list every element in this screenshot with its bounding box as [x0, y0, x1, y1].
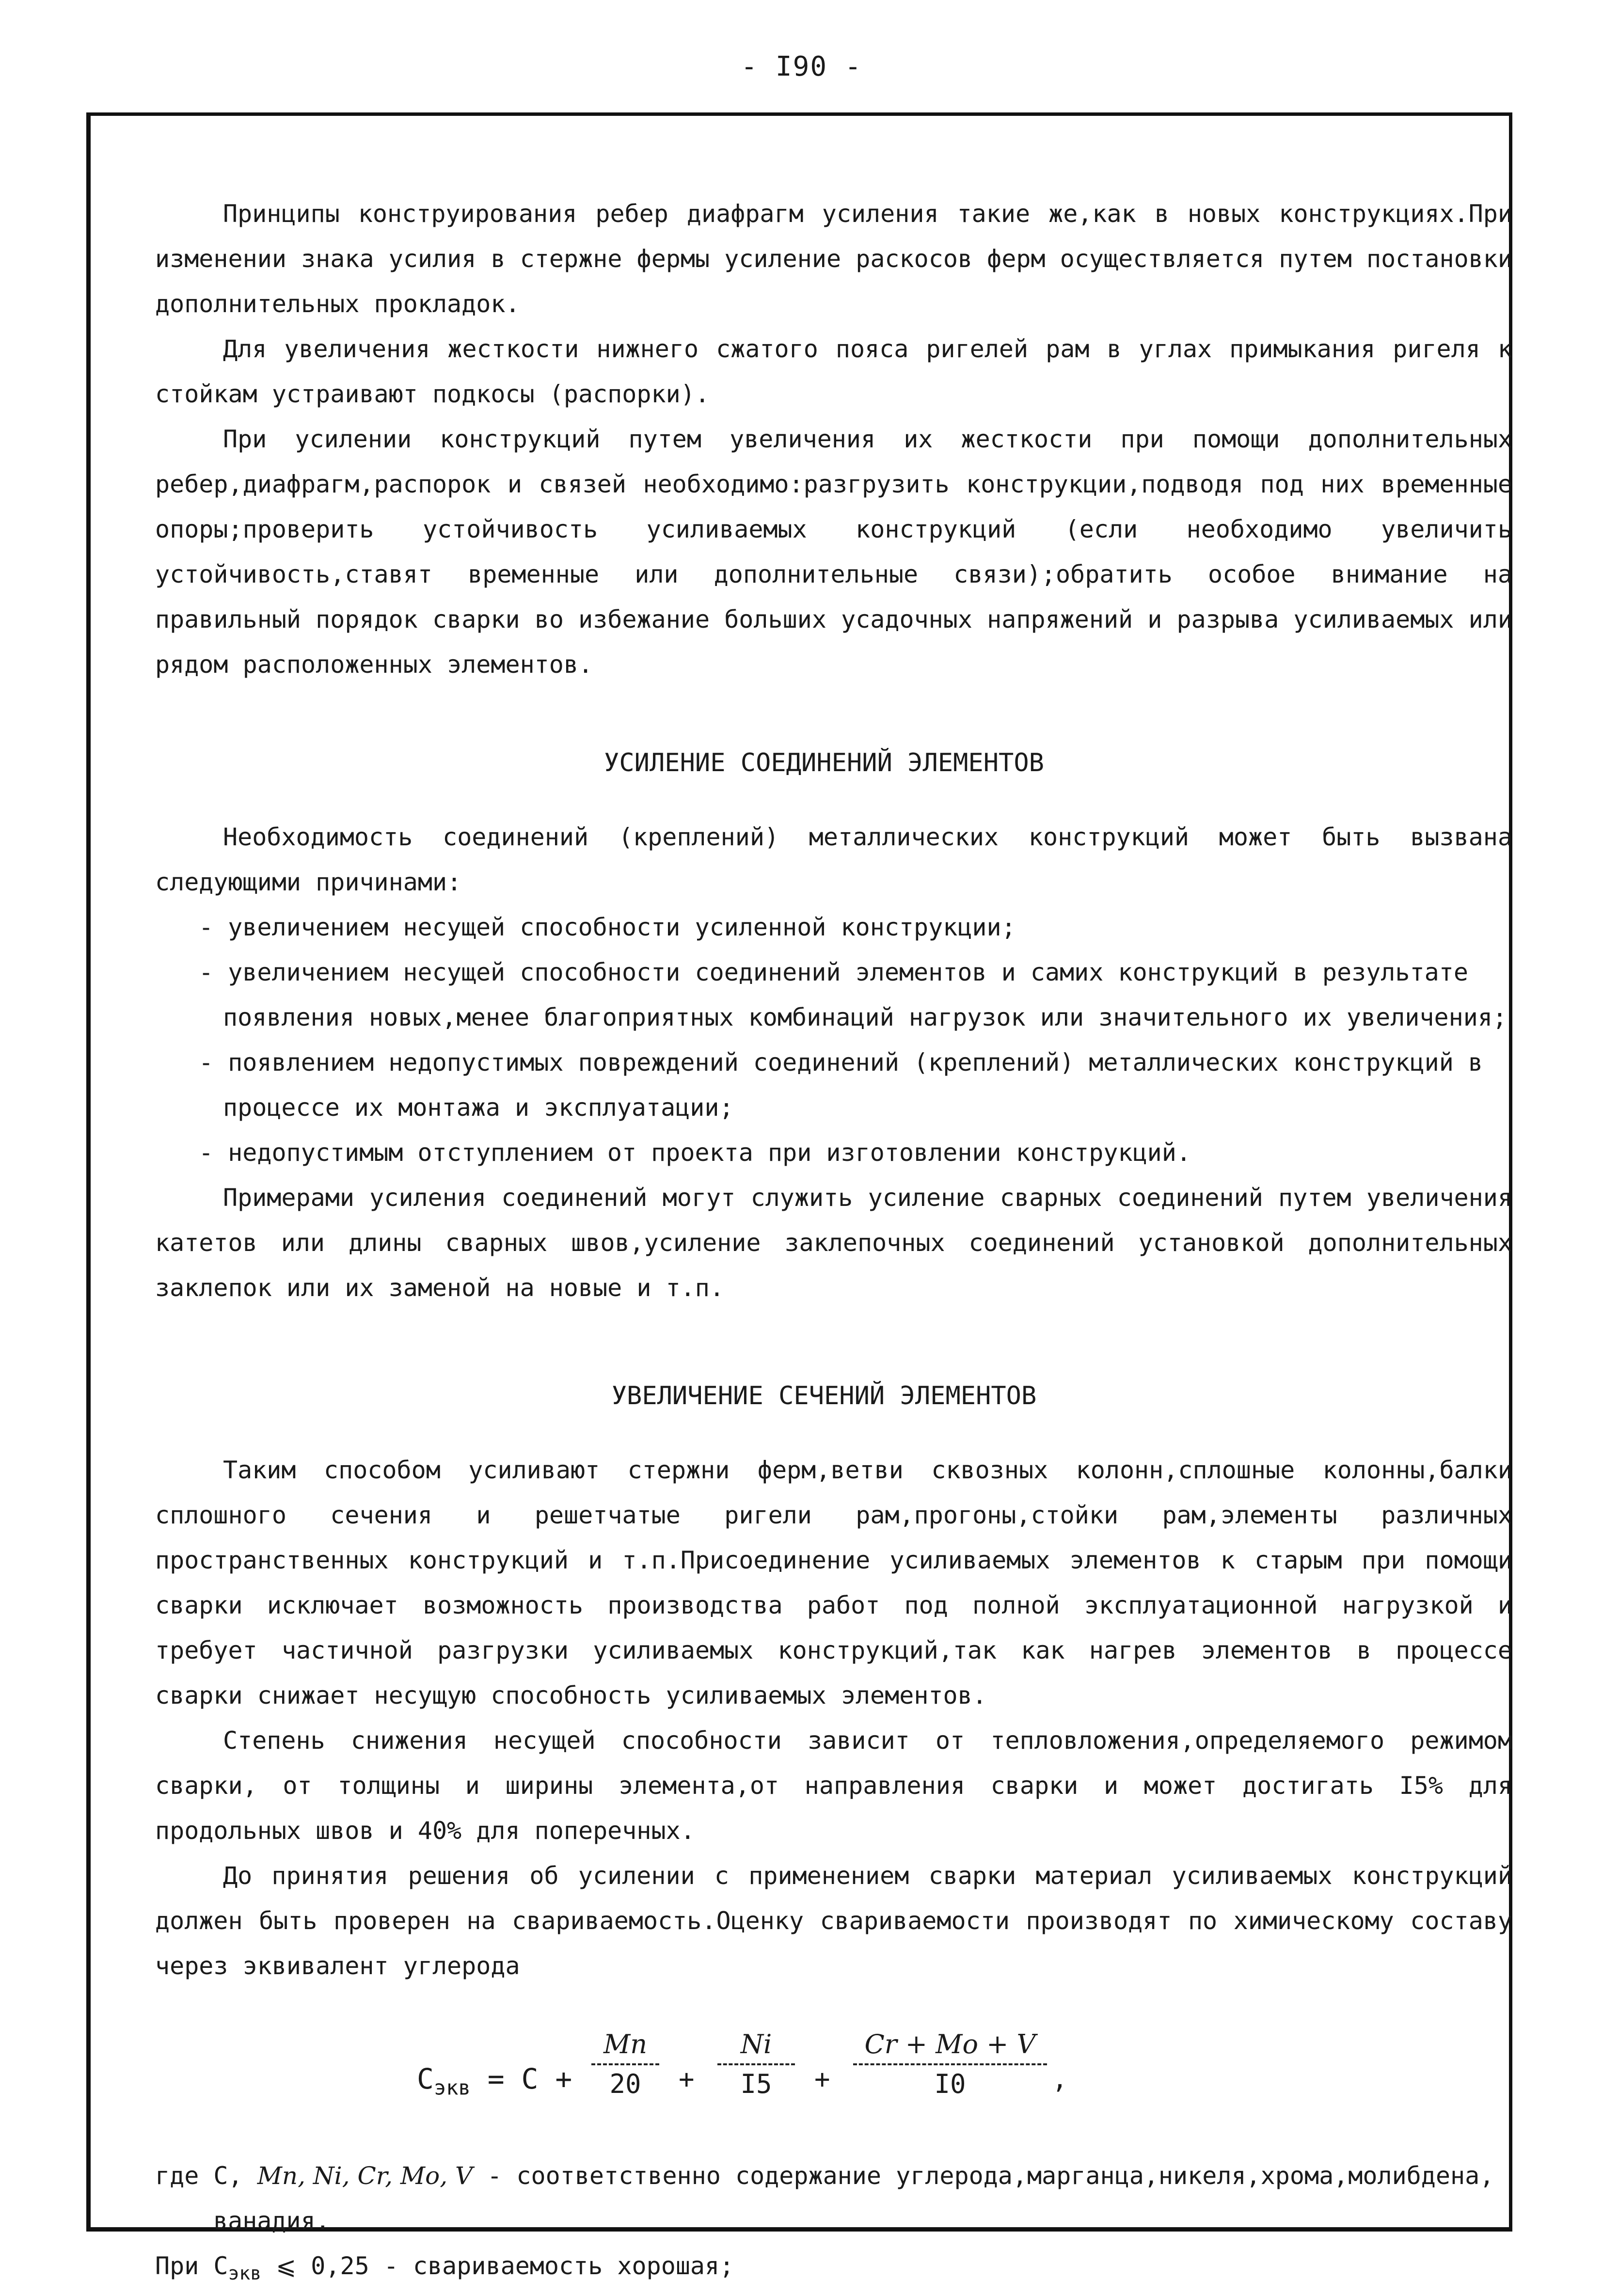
page-number: - I90 -	[741, 51, 862, 82]
section-title-connections: УСИЛЕНИЕ СОЕДИНЕНИЙ ЭЛЕМЕНТОВ	[604, 748, 1044, 777]
list-item: - недопустимым отступлением от проекта при изготовлении конструкций.	[199, 1139, 1191, 1167]
list-item: - появлением недопустимых повреждений соединений (креплений) металлических конструкций в процессе их монтажа и эксплуатации;	[199, 1048, 1483, 1122]
formula-plus: +	[679, 2064, 695, 2094]
paragraph-connections-examples: Примерами усиления соединений могут служить усиление сварных соединений путем увеличения катетов или длины сварных швов,усиление заклепочных соединений установкой дополнительных заклепок или их заменой на новые и т.п.	[155, 1184, 1512, 1302]
formula-variables: Mn, Ni, Cr, Mo, V	[257, 2162, 473, 2190]
list-item: - увеличением несущей способности соединений элементов и самих конструкций в результате появления новых,менее благоприятных комбинаций нагрузок или значительного их увеличения;	[199, 958, 1508, 1031]
carbon-equivalent-formula	[155, 2027, 1512, 2124]
list-item: - увеличением несущей способности усиленной конструкции;	[199, 913, 1016, 941]
formula-legend: где С, Mn, Ni, Cr, Mo, V - соответственно содержание углерода,марганца,никеля,хрома,молибдена,	[155, 2162, 1494, 2190]
paragraph-diaphragm-principles: Принципы конструирования ребер диафрагм усиления такие же,как в новых конструкциях.При изменении знака усилия в стержне фермы усиление раскосов ферм осуществляется путем постановки дополнительных прокладок.	[155, 200, 1512, 318]
formula-term-mn: Mn 20	[591, 2027, 659, 2101]
paragraph-connections-intro: Необходимость соединений (креплений) металлических конструкций может быть вызвана следующими причинами:	[155, 823, 1512, 896]
formula-plus: +	[814, 2064, 830, 2094]
paragraph-reinforced-members: Таким способом усиливают стержни ферм,ветви сквозных колонн,сплошные колонны,балки сплошного сечения и решетчатые ригели рам,прогоны,стойки рам,элементы различных пространственных конструкций и т.п.Присоединение усиливаемых элементов к старым при помощи сварки исключает возможность производства работ под полной эксплуатационной нагрузкой и требует частичной разгрузки усиливаемых конструкций,так как нагрев элементов в процессе сварки снижает несущую способность усиливаемых элементов.	[155, 1456, 1512, 1710]
paragraph-stiffness-braces: Для увеличения жесткости нижнего сжатого пояса ригелей рам в углах примыкания ригеля к стойкам устраивают подкосы (распорки).	[155, 335, 1512, 408]
formula-lhs: $С_{экв} = С$ +	[417, 2062, 572, 2100]
paragraph-capacity-reduction: Степень снижения несущей способности зависит от тепловложения,определяемого режимом сварки, от толщины и ширины элемента,от направления сварки и может достигать I5% для продольных швов и 40% для поперечных.	[155, 1726, 1512, 1845]
weldability-condition: При $С_{экв}$ ⩽ 0,25 - свариваемость хорошая;	[155, 2252, 734, 2284]
formula-term-cr-mo-v: Cr + Mo + V I0	[853, 2027, 1047, 2101]
section-title-sections: УВЕЛИЧЕНИЕ СЕЧЕНИЙ ЭЛЕМЕНТОВ	[611, 1381, 1037, 1410]
formula-legend-continuation: ванадия.	[213, 2207, 330, 2235]
formula-term-ni: Ni I5	[717, 2027, 795, 2101]
paragraph-unloading-requirements: При усилении конструкций путем увеличения их жесткости при помощи дополнительных ребер,диафрагм,распорок и связей необходимо:разгрузить конструкции,подводя под них временные опоры;проверить устойчивость усиливаемых конструкций (если необходимо увеличить устойчивость,ставят временные или дополнительные связи);обратить особое внимание на правильный порядок сварки во избежание больших усадочных напряжений и разрыва усиливаемых или рядом расположенных элементов.	[155, 425, 1512, 679]
page-content	[155, 191, 1512, 2296]
paragraph-weldability-check: До принятия решения об усилении с применением сварки материал усиливаемых конструкций должен быть проверен на свариваемость.Оценку свариваемости производят по химическому составу через эквивалент углерода	[155, 1862, 1512, 1980]
formula-end: ,	[1052, 2064, 1068, 2094]
